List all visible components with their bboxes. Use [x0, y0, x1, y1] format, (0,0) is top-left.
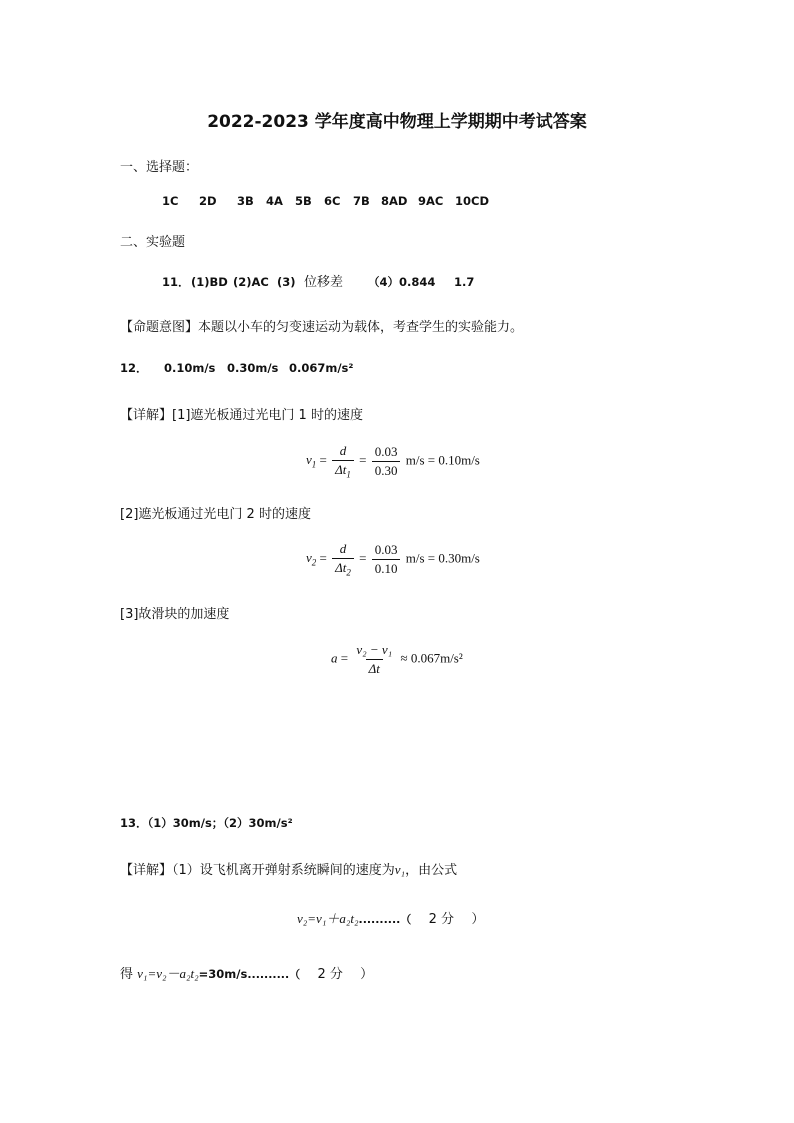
answer-3: 3B: [237, 194, 254, 208]
q11-part2: (2)AC: [233, 275, 269, 289]
formula-2-close: ）: [360, 967, 374, 982]
eq1-lhs: $v_1$: [306, 452, 317, 470]
answer-2: 2D: [199, 194, 217, 208]
eq2-fraction-symbolic: $\frac{d}{\Delta t_2}$: [332, 541, 354, 578]
formula-2-expression: v₁=v₂－a₂t₂: [137, 966, 199, 981]
q12-answer1: 0.10m/s: [164, 361, 216, 375]
q12-detail-1: 【详解】[1]遮光板通过光电门 1 时的速度: [120, 408, 363, 423]
eq3-result: ≈ 0.067m/s²: [400, 650, 463, 666]
section1-heading: 一、选择题：: [120, 160, 199, 175]
q12-number: 12．: [120, 361, 148, 375]
q11-number: 11．: [162, 275, 190, 289]
q13-detail-variable: v₁: [394, 862, 406, 877]
q12-answer: [120, 360, 353, 376]
q11-answer: [162, 271, 474, 290]
q13-detail: [120, 859, 457, 878]
design-intent: 【命题意图】本题以小车的匀变速运动为载体，考查学生的实验能力。: [120, 320, 524, 335]
eq1-fraction-numeric: $\frac{0.03}{0.30}$: [372, 444, 401, 479]
q12-answer3: 0.067m/s²: [289, 361, 354, 375]
q11-part4-extra: 1.7: [454, 275, 475, 289]
equation-v2: [306, 541, 480, 578]
q11-part3: (3): [277, 275, 296, 289]
page-title: 2022-2023 学年度高中物理上学期期中考试答案: [207, 112, 587, 132]
formula-1-score: 2 分: [428, 912, 455, 927]
eq2-result: m/s = 0.30m/s: [405, 550, 480, 566]
equation-acceleration: [331, 642, 463, 677]
eq3-lhs: a: [331, 650, 338, 666]
eq1-equals-2: =: [359, 452, 367, 468]
q12-detail-2: [2]遮光板通过光电门 2 时的速度: [120, 507, 311, 522]
formula-2-dots: ..........（: [247, 968, 301, 981]
q13-formula-2: [120, 963, 373, 982]
formula-2-value: =30m/s: [198, 967, 248, 981]
answer-1: 1C: [162, 194, 179, 208]
formula-1-close: ）: [471, 912, 485, 927]
answer-8: 8AD: [381, 194, 408, 208]
q11-part1: (1)BD: [191, 275, 228, 289]
eq3-equals: =: [340, 650, 349, 666]
answer-5: 5B: [295, 194, 312, 208]
answer-4: 4A: [266, 194, 283, 208]
q13-formula-1: [297, 908, 484, 927]
q12-detail-3: [3]故滑块的加速度: [120, 607, 230, 622]
choice-answers: [162, 194, 489, 208]
q13-detail-prefix: 【详解】（1）设飞机离开弹射系统瞬间的速度为: [120, 863, 395, 878]
q12-answer2: 0.30m/s: [227, 361, 279, 375]
eq2-equals: =: [319, 550, 327, 566]
eq2-fraction-numeric: $\frac{0.03}{0.10}$: [372, 542, 401, 577]
formula-1-dots: ..........（: [358, 913, 412, 926]
q13-heading: 13．（1）30m/s；（2）30m/s²: [120, 816, 293, 830]
eq1-fraction-symbolic: $\frac{d}{\Delta t_1}$: [332, 443, 354, 480]
eq2-lhs: $v_2$: [306, 550, 317, 568]
eq2-equals-2: =: [359, 550, 367, 566]
answer-6: 6C: [324, 194, 341, 208]
answer-10: 10CD: [455, 194, 489, 208]
eq1-result: m/s = 0.10m/s: [405, 452, 480, 468]
q11-part3-text: 位移差: [304, 275, 344, 290]
q11-part4: （4）0.844: [368, 275, 436, 289]
eq3-fraction: $\frac{\text{v₂ − v₁}}{\Delta t}$: [356, 642, 393, 676]
answer-9: 9AC: [418, 194, 444, 208]
answer-7: 7B: [353, 194, 370, 208]
section2-heading: 二、实验题: [120, 235, 186, 250]
q13-detail-suffix: ，由公式: [405, 863, 458, 878]
eq1-equals: =: [319, 452, 327, 468]
formula-2-prefix: 得: [120, 967, 134, 982]
formula-1-expression: v₂=v₁＋a₂t₂: [297, 911, 359, 926]
formula-2-score: 2 分: [317, 967, 343, 982]
equation-v1: [306, 443, 480, 480]
